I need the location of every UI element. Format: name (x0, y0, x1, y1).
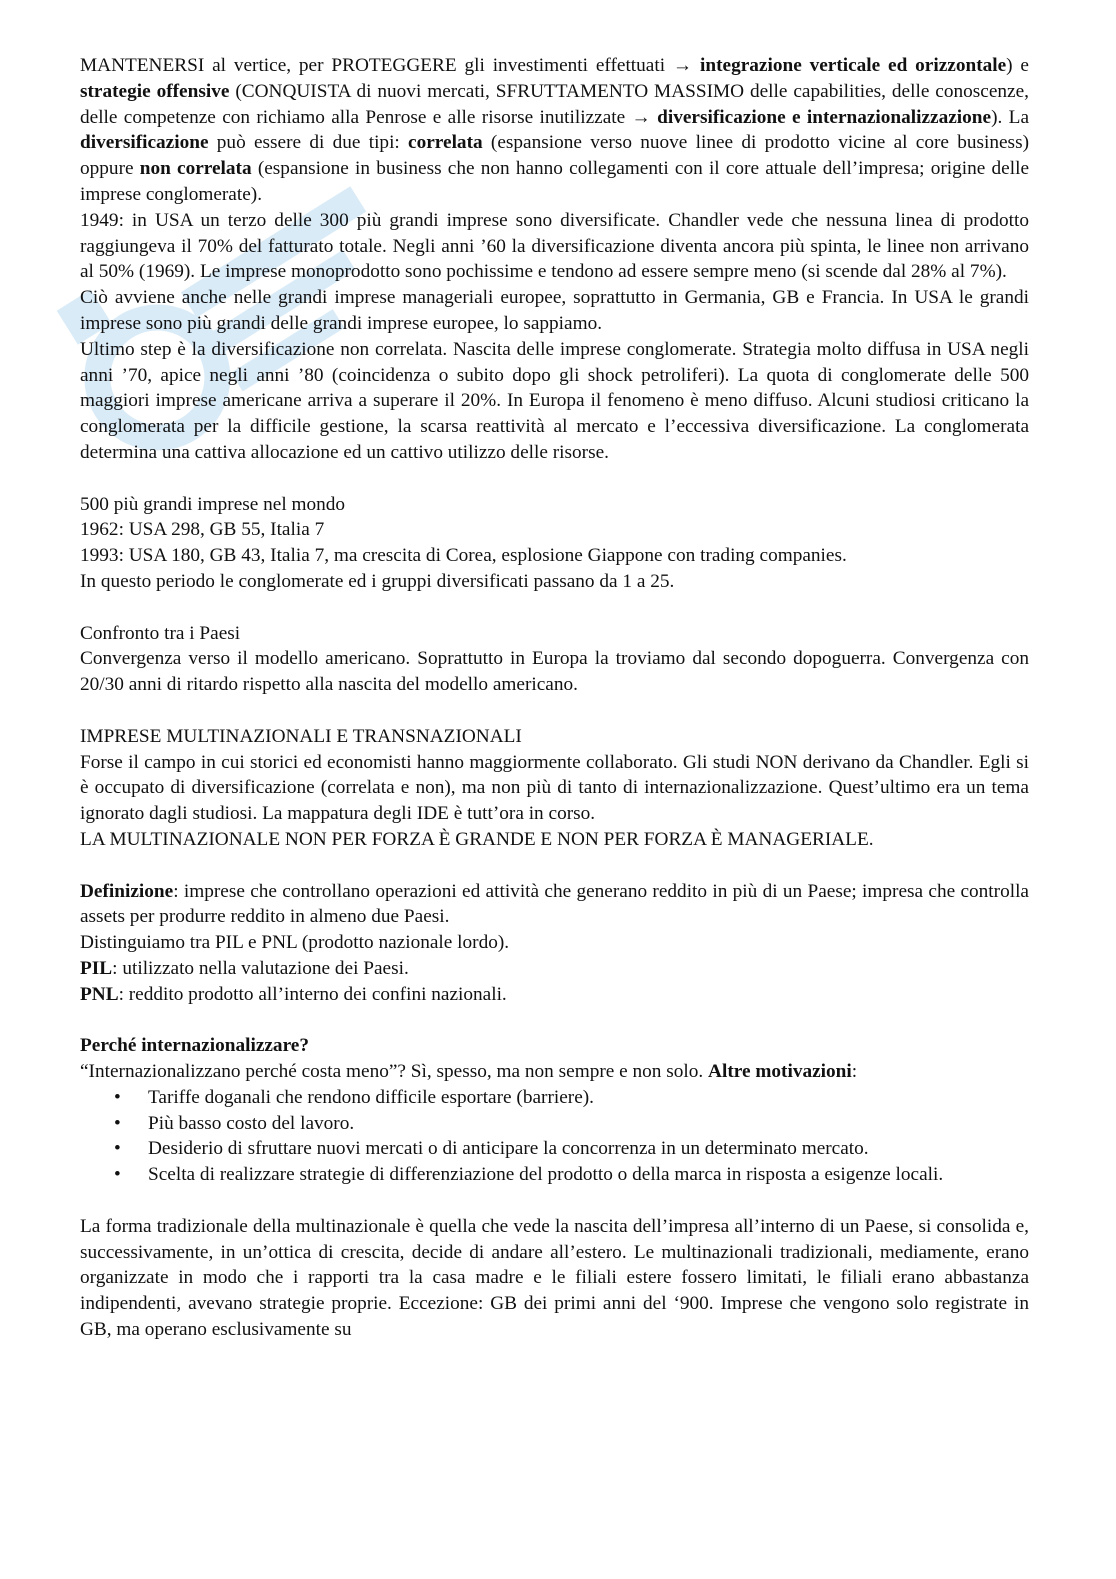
bullet-icon: • (114, 1112, 121, 1134)
text-span: MANTENERSI al vertice, per PROTEGGERE gli investimenti effettuati (80, 55, 673, 76)
text-span: può essere di due tipi: (208, 132, 409, 154)
line-period: In questo periodo le conglomerate ed i gruppi diversificati passano da 1 a 25. (80, 570, 675, 592)
text-span: ). La (991, 106, 1029, 128)
text-span: : reddito prodotto all’interno dei confini nazionali. (118, 983, 507, 1005)
text-span: : utilizzato nella valutazione dei Paesi. (112, 957, 409, 979)
text-span: “Internazionalizzano perché costa meno”? Sì, spesso, ma non sempre e non solo. (80, 1061, 709, 1083)
heading-perche (80, 1033, 1029, 1059)
list-item-text: Desiderio di sfruttare nuovi mercati o di anticipare la concorrenza in un determinato mercato. (148, 1138, 869, 1160)
list-item (80, 1136, 1029, 1162)
heading-top500: 500 più grandi imprese nel mondo (80, 493, 346, 515)
list-item-text: Scelta di realizzare strategie di differenziazione del prodotto o della marca in risposta a esigenze locali. (148, 1164, 944, 1186)
text-span: (espansione verso nuove linee di prodotto vicine al core business) oppure (80, 132, 1029, 180)
bullet-icon: • (114, 1086, 121, 1108)
paragraph-strategies (80, 53, 1029, 208)
bullet-icon: • (114, 1138, 121, 1160)
line-1962: 1962: USA 298, GB 55, Italia 7 (80, 519, 325, 541)
paragraph-conglomerate: Ultimo step è la diversificazione non correlata. Nascita delle imprese conglomerate. Strategia molto diffusa in USA negli anni ’70, apice negli anni ’80 (coincidenza o subito dopo gli shock petroliferi). La quota di conglomerate delle 500 maggiori imprese americane arriva a superare il 20%. In Europa il fenomeno è meno diffuso. Alcuni studiosi criticano la conglomerata per la difficile gestione, la scarsa reattività al mercato e l’eccessiva diversificazione. La conglomerata determina una cattiva allocazione ed un cattivo utilizzo delle risorse. (80, 338, 1029, 463)
document-page (80, 53, 1029, 1343)
paragraph-europe: Ciò avviene anche nelle grandi imprese manageriali europee, soprattutto in Germania, GB e Francia. In USA le grandi imprese sono più grandi delle grandi imprese europee, lo sappiamo. (80, 287, 1029, 334)
paragraph-definizione (80, 879, 1029, 931)
paragraph-forma-tradizionale: La forma tradizionale della multinazionale è quella che vede la nascita dell’impresa all’interno di un Paese, si consolida e, successivamente, in un’ottica di crescita, decide di andare all’estero. Le multinazionali tradizionali, mediamente, erano organizzate in modo che i rapporti tra la casa madre e le filiali estere fossero limitati, le filiali erano abbastanza indipendenti, avevano strategie proprie. Eccezione: GB dei primi anni del ‘900. Imprese che vengono solo registrate in GB, ma operano esclusivamente su (80, 1215, 1029, 1341)
bold-strategie-offensive: strategie offensive (80, 80, 230, 102)
line-1993: 1993: USA 180, GB 43, Italia 7, ma crescita di Corea, esplosione Giappone con trading companies. (80, 545, 847, 567)
heading-multinazionali: IMPRESE MULTINAZIONALI E TRANSNAZIONALI (80, 725, 522, 747)
bold-pil: PIL (80, 957, 113, 979)
bold-definizione: Definizione (80, 880, 174, 902)
bold-correlata: correlata (408, 132, 483, 154)
bullet-icon: • (114, 1164, 121, 1186)
list-item-text: Tariffe doganali che rendono difficile esportare (barriere). (148, 1086, 595, 1108)
bold-diversificazione-internazionalizzazione: diversificazione e internazionalizzazione (657, 106, 992, 128)
bold-diversificazione: diversificazione (80, 132, 209, 154)
line-pil (80, 956, 1029, 982)
text-span: (espansione in business che non hanno collegamenti con il core attuale dell’impresa; origine delle imprese conglomerate). (80, 158, 1030, 205)
paragraph-confronto: Convergenza verso il modello americano. Soprattutto in Europa la troviamo dal secondo dopoguerra. Convergenza con 20/30 anni di ritardo rispetto alla nascita del modello americano. (80, 648, 1029, 696)
right-arrow-icon: → (672, 55, 693, 76)
right-arrow-icon: → (631, 106, 651, 128)
bold-non-correlata: non correlata (139, 158, 252, 180)
text-span: (CONQUISTA di nuovi mercati, SFRUTTAMENTO MASSIMO delle capabilities, delle conoscenze, delle competenze con richiamo alla Penrose e alle risorse inutilizzate (80, 80, 1029, 128)
list-item (80, 1162, 1029, 1188)
text-span: : imprese che controllano operazioni ed attività che generano reddito in più di un Paese; impresa che controlla assets per produrre reddito in almeno due Paesi. (80, 880, 1029, 928)
caps-statement: LA MULTINAZIONALE NON PER FORZA È GRANDE E NON PER FORZA È MANAGERIALE. (80, 828, 874, 850)
list-item-text: Più basso costo del lavoro. (148, 1112, 355, 1134)
text-span: : (851, 1061, 858, 1083)
line-intro (80, 1059, 1029, 1085)
list-item (80, 1111, 1029, 1137)
bold-integrazione: integrazione verticale ed orizzontale (700, 55, 1007, 76)
bold-altre-motivazioni: Altre motivazioni (708, 1061, 852, 1083)
list-item (80, 1085, 1029, 1111)
text-span: ) e (1006, 55, 1029, 76)
heading-confronto: Confronto tra i Paesi (80, 622, 241, 644)
paragraph-multinazionali: Forse il campo in cui storici ed economisti hanno maggiormente collaborato. Gli studi NON derivano da Chandler. Egli si è occupato di diversificazione (correlata e non), ma non più di tanto di internazionalizzazione. Quest’ultimo era un tema ignorato dagli studiosi. La mappatura degli IDE è tutt’ora in corso. (80, 751, 1029, 825)
line-pnl (80, 982, 1029, 1008)
bold-perche: Perché internazionalizzare? (80, 1035, 309, 1057)
bold-pnl: PNL (80, 983, 119, 1005)
motivations-list (80, 1085, 1029, 1188)
line-distinguish: Distinguiamo tra PIL e PNL (prodotto nazionale lordo). (80, 932, 510, 954)
text-span (692, 55, 700, 76)
paragraph-1949: 1949: in USA un terzo delle 300 più grandi imprese sono diversificate. Chandler vede che nessuna linea di prodotto raggiungeva il 70% del fatturato totale. Negli anni ’60 la diversificazione diventa ancora più spinta, le linee non arrivano al 50% (1969). Le imprese monoprodotto sono pochissime e tendono ad essere sempre meno (si scende dal 28% al 7%). (80, 209, 1029, 283)
